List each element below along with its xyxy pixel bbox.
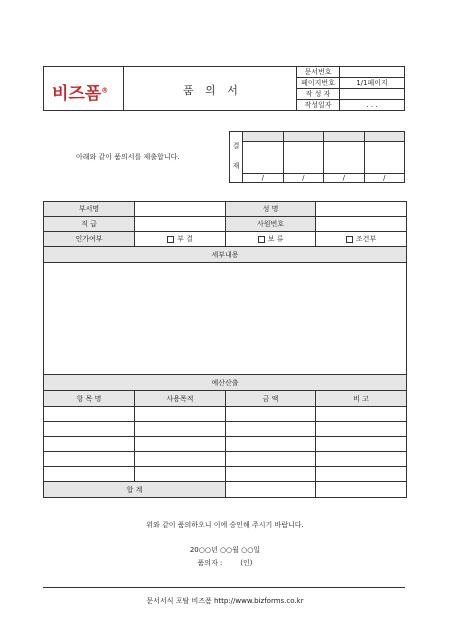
budget-col-amount: 금 액 [226,391,316,407]
option-conditional[interactable] [316,232,407,247]
approver-title-4[interactable] [364,132,405,142]
budget-cell[interactable] [226,422,316,437]
submitter-line: 품의자 : (인) [197,559,253,567]
name-label: 성 명 [226,202,316,217]
doc-number-value[interactable] [340,67,405,78]
budget-cell[interactable] [316,467,407,482]
budget-row [44,407,407,422]
budget-cell[interactable] [44,407,135,422]
budget-col-purpose: 사용목적 [135,391,226,407]
details-header: 세부내용 [44,247,407,263]
created-date-label: 작성일자 [297,100,340,111]
budget-cell[interactable] [44,467,135,482]
intro-text: 아래와 같이 품의서를 제출합니다. [76,153,180,161]
option-conditional-label: 조건부 [355,235,377,243]
employee-number-label: 사원번호 [226,217,316,232]
budget-cell[interactable] [135,407,226,422]
budget-cell[interactable] [316,437,407,452]
submission-date: 20○○년 ○○월 ○○일 [189,546,261,554]
total-label: 합 계 [44,482,226,498]
bizforms-logo [52,79,108,104]
logo-text: 비즈폼 [52,84,102,104]
budget-row [44,467,407,482]
budget-cell[interactable] [44,437,135,452]
approver-title-3[interactable] [324,132,365,142]
budget-cell[interactable] [135,452,226,467]
name-value[interactable] [316,202,407,217]
footer-divider [43,587,405,588]
approver-date-3[interactable]: / [324,174,365,183]
approver-date-1[interactable]: / [243,174,284,183]
budget-cell[interactable] [135,467,226,482]
budget-cell[interactable] [226,452,316,467]
budget-cell[interactable] [44,452,135,467]
logo-mark: ® [101,86,109,95]
main-form-table [43,201,407,498]
details-content-area[interactable] [44,263,407,375]
approver-sign-2[interactable] [283,142,324,174]
option-hold-label: 보 류 [267,235,284,243]
budget-row [44,422,407,437]
author-value[interactable] [340,89,405,100]
approval-label-top: 결 [232,142,240,151]
budget-cell[interactable] [44,422,135,437]
employee-number-value[interactable] [316,217,407,232]
document-title: 품 의 서 [183,84,242,97]
budget-cell[interactable] [226,467,316,482]
author-label: 작 성 자 [297,89,340,100]
budget-header: 예산산출 [44,375,407,391]
page-number-label: 페이지번호 [297,78,340,89]
footer-text[interactable]: 문서서식 포탈 비즈폼 http://www.bizforms.co.kr [146,597,304,605]
budget-col-note: 비 고 [316,391,407,407]
budget-cell[interactable] [316,422,407,437]
rank-label: 직 급 [44,217,135,232]
approver-sign-3[interactable] [324,142,365,174]
budget-row [44,452,407,467]
approver-sign-4[interactable] [364,142,405,174]
approver-date-2[interactable]: / [283,174,324,183]
approval-table [229,131,405,183]
approver-title-2[interactable] [283,132,324,142]
approval-label [230,132,243,183]
closing-text: 위와 같이 품의하오니 이에 승인해 주시기 바랍니다. [146,521,304,529]
budget-col-item: 항 목 명 [44,391,135,407]
budget-row [44,437,407,452]
dept-value[interactable] [135,202,226,217]
budget-cell[interactable] [316,407,407,422]
document-info-table [296,66,405,111]
approval-status-label: 인가여부 [44,232,135,247]
total-amount[interactable] [226,482,316,498]
budget-cell[interactable] [316,452,407,467]
approver-sign-1[interactable] [243,142,284,174]
checkbox-hold[interactable] [258,236,265,243]
approver-date-4[interactable]: / [364,174,405,183]
budget-cell[interactable] [226,437,316,452]
budget-cell[interactable] [135,422,226,437]
checkbox-conditional[interactable] [346,236,353,243]
logo-divider [123,66,124,111]
option-hold[interactable] [226,232,316,247]
rank-value[interactable] [135,217,226,232]
doc-number-label: 문서번호 [297,67,340,78]
option-reject[interactable] [135,232,226,247]
checkbox-reject[interactable] [167,236,174,243]
dept-label: 부서명 [44,202,135,217]
page-number-value: 1/1페이지 [340,78,405,89]
created-date-value[interactable]: . . . [340,100,405,111]
budget-cell[interactable] [226,407,316,422]
budget-cell[interactable] [135,437,226,452]
option-reject-label: 부 결 [177,235,193,243]
total-note[interactable] [316,482,407,498]
approver-title-1[interactable] [243,132,284,142]
approval-label-bottom: 재 [232,161,240,170]
